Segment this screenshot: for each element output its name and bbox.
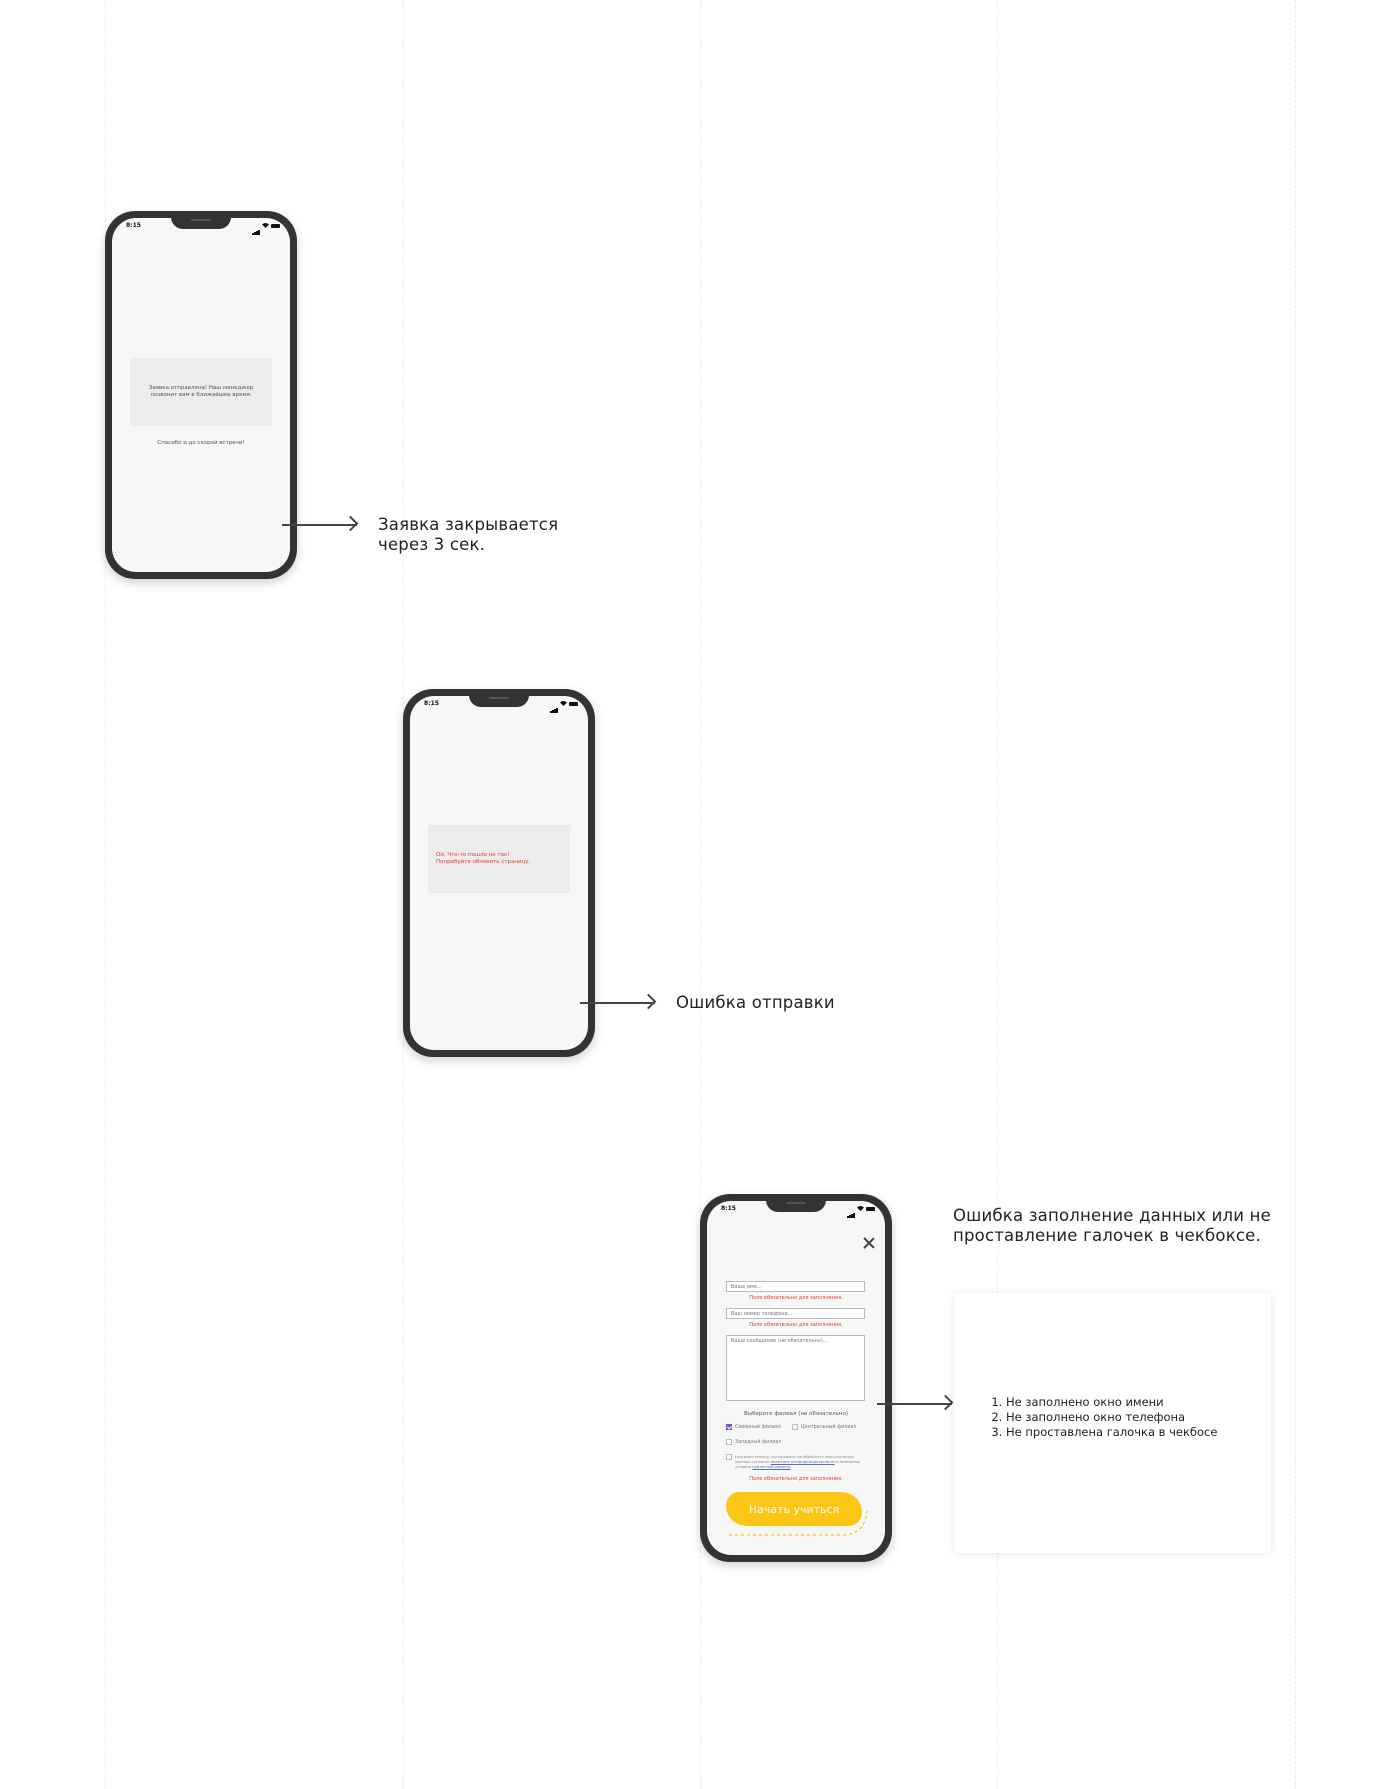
error-list-item: 3. Не проставлена галочка в чекбосе xyxy=(1006,1425,1217,1440)
status-icons xyxy=(550,700,578,707)
consent-text-part: Нажимая кнопку, соглашаюсь на обработку персональных данных согласно xyxy=(735,1454,854,1465)
battery-icon xyxy=(866,1207,875,1211)
public-offer-link[interactable]: публичной оферты xyxy=(752,1464,791,1470)
status-time: 8:15 xyxy=(424,700,439,707)
consent-text xyxy=(735,1454,863,1469)
annotation-line: Заявка закрывается xyxy=(378,515,559,534)
signal-icon xyxy=(252,218,260,235)
error-list-item: 1. Не заполнено окно имени xyxy=(1006,1395,1217,1410)
phone-notch xyxy=(766,1200,826,1212)
close-icon[interactable] xyxy=(863,1237,875,1249)
branch-central-checkbox[interactable] xyxy=(792,1424,856,1430)
success-message-box xyxy=(130,358,272,426)
annotation-success xyxy=(378,515,558,555)
status-time: 8:15 xyxy=(126,222,141,229)
error-message-line: Попробуйте обновить страницу. xyxy=(436,859,531,865)
battery-icon xyxy=(271,224,280,228)
wifi-icon xyxy=(560,701,567,706)
arrow-right-icon xyxy=(282,524,357,526)
signal-icon xyxy=(550,696,558,713)
branch-north-label: Северный филиал xyxy=(735,1424,782,1430)
battery-icon xyxy=(569,702,578,706)
arrow-right-icon xyxy=(580,1002,655,1004)
checkbox-icon xyxy=(726,1439,732,1445)
status-icons xyxy=(847,1205,875,1212)
phone-screen xyxy=(410,696,588,1050)
phone-screen xyxy=(707,1201,885,1555)
phone-input[interactable]: Ваш номер телефона... xyxy=(726,1308,865,1319)
checkbox-checked-icon xyxy=(726,1424,732,1430)
name-error: Поле обязательно для заполнения. xyxy=(749,1295,843,1301)
checkbox-icon xyxy=(792,1424,798,1430)
column-guide xyxy=(1295,0,1296,1789)
error-list-item: 2. Не заполнено окно телефона xyxy=(1006,1410,1217,1425)
branch-label: Выберите филиал (не обязательно) xyxy=(744,1411,848,1417)
signal-icon xyxy=(847,1201,855,1218)
success-message: Заявка отправлена! Наш менеджер позвонит вам в ближайшее время. xyxy=(148,384,254,398)
phone-send-error xyxy=(403,689,595,1057)
phone-form-validation xyxy=(700,1194,892,1562)
phone-notch xyxy=(171,217,231,229)
error-message-line: Ой, Что-то пошло не так! xyxy=(436,851,510,858)
consent-checkbox[interactable] xyxy=(726,1454,863,1469)
consent-error: Поле обязательно для заполнения. xyxy=(749,1476,843,1482)
arrow-right-icon xyxy=(877,1403,952,1405)
annotation-form-error xyxy=(953,1206,1271,1246)
phone-notch xyxy=(469,695,529,707)
annotation-line: Ошибка заполнение данных или не xyxy=(953,1206,1271,1225)
status-time: 8:15 xyxy=(721,1205,736,1212)
wifi-icon xyxy=(857,1206,864,1211)
annotation-send-error: Ошибка отправки xyxy=(676,993,835,1012)
error-list-card xyxy=(954,1293,1271,1553)
status-icons xyxy=(252,222,280,229)
privacy-policy-link[interactable]: политике конфиденциальности xyxy=(770,1459,835,1465)
thanks-text: Спасибо и до скорой встречи! xyxy=(157,440,245,446)
annotation-line: через 3 сек. xyxy=(378,534,486,554)
start-learning-button[interactable]: Начать учиться xyxy=(726,1492,862,1526)
phone-error: Поле обязательно для заполнения. xyxy=(749,1322,843,1328)
branch-central-label: Центральный филиал xyxy=(801,1424,857,1430)
error-message-box xyxy=(428,825,570,893)
annotation-line: проставление галочек в чекбоксе. xyxy=(953,1225,1261,1245)
phone-success xyxy=(105,211,297,579)
branch-west-checkbox[interactable] xyxy=(726,1439,781,1445)
wifi-icon xyxy=(262,223,269,228)
decorative-dashed-curve xyxy=(725,1503,875,1539)
consent-text-part: и принимаю условия xyxy=(735,1459,861,1470)
branch-west-label: Западный филиал xyxy=(735,1439,782,1445)
message-textarea[interactable]: Ваше сообщение (не обязательно)... xyxy=(726,1335,865,1401)
error-list xyxy=(984,1395,1217,1440)
checkbox-icon xyxy=(726,1454,732,1460)
name-input[interactable]: Ваше имя... xyxy=(726,1281,865,1292)
branch-north-checkbox[interactable] xyxy=(726,1424,781,1430)
phone-screen xyxy=(112,218,290,572)
